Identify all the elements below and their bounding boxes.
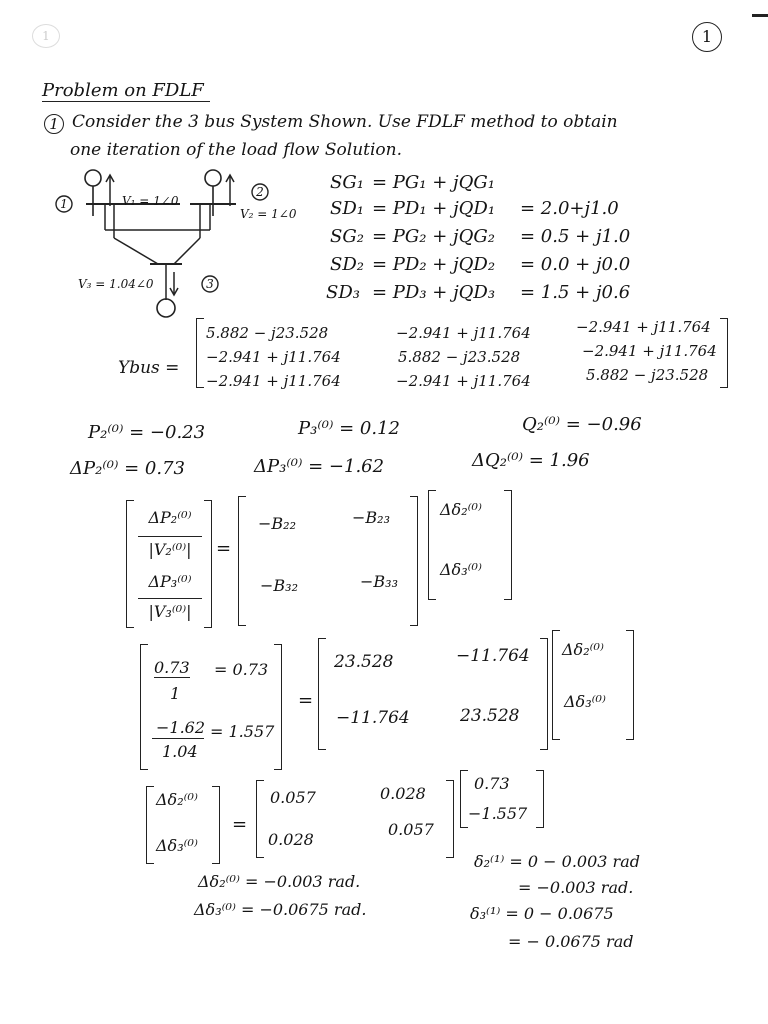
eq3-m22: 0.057: [388, 820, 434, 839]
ybus-r2c1: −2.941 + j11.764: [206, 348, 341, 366]
eq-sg2-lhs: SG₂: [330, 226, 364, 247]
eq3-v1: 0.73: [474, 774, 510, 793]
ybus-r3c3: 5.882 − j23.528: [586, 366, 709, 384]
eq3-v2: −1.557: [468, 804, 528, 823]
p2-initial: P₂⁽⁰⁾ = −0.23: [88, 422, 206, 443]
eq1-b32: −B₃₂: [260, 576, 298, 595]
ybus-label: Ybus =: [118, 358, 180, 378]
eq1-delta2: Δδ₂⁽⁰⁾: [440, 500, 482, 519]
dp2-initial: ΔP₂⁽⁰⁾ = 0.73: [70, 458, 185, 479]
eq2-delta3: Δδ₃⁽⁰⁾: [564, 692, 606, 711]
dq2-initial: ΔQ₂⁽⁰⁾ = 1.96: [472, 450, 590, 471]
eq3-m21: 0.028: [268, 830, 314, 849]
generator-1-symbol: [85, 170, 101, 186]
generator-3-symbol: [157, 299, 175, 317]
result-d3-line1: δ₃⁽¹⁾ = 0 − 0.0675: [470, 904, 614, 923]
edge-mark: [752, 14, 768, 17]
eq-sd2-mid: = PD₂ + jQD₂: [372, 254, 496, 275]
ybus-r2c3: −2.941 + j11.764: [582, 342, 717, 360]
q2-initial: Q₂⁽⁰⁾ = −0.96: [522, 414, 642, 435]
result-d2-line2: = −0.003 rad.: [518, 878, 634, 897]
eq-sg1-lhs: SG₁: [330, 172, 364, 193]
problem-line-2: one iteration of the load flow Solution.: [70, 140, 403, 160]
eq-sg2-mid: = PG₂ + jQG₂: [372, 226, 495, 247]
eq1-b33: −B₃₃: [360, 572, 398, 591]
ybus-r3c1: −2.941 + j11.764: [206, 372, 341, 390]
result-dd3: Δδ₃⁽⁰⁾ = −0.0675 rad.: [194, 900, 367, 919]
eq-sd2-lhs: SD₂: [330, 254, 364, 275]
problem-marker: 1: [44, 114, 64, 134]
eq-sd3-lhs: SD₃: [326, 282, 360, 303]
ybus-r3c2: −2.941 + j11.764: [396, 372, 531, 390]
v2-label: V₂ = 1∠0: [240, 207, 297, 221]
eq2-bot-den: 1.04: [162, 742, 198, 761]
eq-sd1-rhs: = 2.0+j1.0: [520, 198, 619, 219]
ybus-r1c3: −2.941 + j11.764: [576, 318, 711, 336]
eq-sd3-mid: = PD₃ + jQD₃: [372, 282, 496, 303]
result-d3-line2: = − 0.0675 rad: [508, 932, 634, 951]
generator-2-symbol: [205, 170, 221, 186]
ybus-r1c1: 5.882 − j23.528: [206, 324, 329, 342]
eq1-lhs-top-den: |V₂⁽⁰⁾|: [148, 540, 192, 559]
eq-sg1-mid: = PG₁ + jQG₁: [372, 172, 495, 193]
bus-2-marker: 2: [256, 185, 264, 199]
eq-sg2-rhs: = 0.5 + j1.0: [520, 226, 631, 247]
problem-line-1: Consider the 3 bus System Shown. Use FDLF method to obtain: [72, 112, 618, 132]
v1-label: V₁ = 1∠0: [122, 194, 179, 208]
eq-sd2-rhs: = 0.0 + j0.0: [520, 254, 631, 275]
eq2-m11: 23.528: [334, 652, 394, 672]
eq1-delta3: Δδ₃⁽⁰⁾: [440, 560, 482, 579]
three-bus-diagram: [50, 160, 297, 330]
eq-sd1-mid: = PD₁ + jQD₁: [372, 198, 496, 219]
eq-sd3-rhs: = 1.5 + j0.6: [520, 282, 631, 303]
result-d2-line1: δ₂⁽¹⁾ = 0 − 0.003 rad: [474, 852, 640, 871]
result-dd2: Δδ₂⁽⁰⁾ = −0.003 rad.: [198, 872, 361, 891]
eq3-m11: 0.057: [270, 788, 316, 807]
eq2-top-num: 0.73: [154, 658, 190, 677]
eq1-lhs-top-num: ΔP₂⁽⁰⁾: [148, 508, 192, 527]
page-number: 1: [692, 22, 722, 52]
eq-sd1-lhs: SD₁: [330, 198, 364, 219]
eq3-m12: 0.028: [380, 784, 426, 803]
ybus-r1c2: −2.941 + j11.764: [396, 324, 531, 342]
eq2-m22: 23.528: [460, 706, 520, 726]
eq2-delta2: Δδ₂⁽⁰⁾: [562, 640, 604, 659]
eq2-top-den: 1: [170, 684, 181, 703]
page-title: Problem on FDLF: [42, 80, 210, 102]
eq1-equals: =: [216, 538, 232, 559]
p3-initial: P₃⁽⁰⁾ = 0.12: [298, 418, 400, 439]
eq1-b22: −B₂₂: [258, 514, 296, 533]
bus-3-marker: 3: [206, 277, 214, 291]
eq2-equals: =: [298, 690, 314, 711]
dp3-initial: ΔP₃⁽⁰⁾ = −1.62: [254, 456, 385, 477]
eq1-lhs-bot-den: |V₃⁽⁰⁾|: [148, 602, 192, 621]
eq2-top-res: = 0.73: [214, 660, 269, 679]
faint-page-mark: 1: [32, 24, 60, 48]
eq1-lhs-bot-num: ΔP₃⁽⁰⁾: [148, 572, 192, 591]
eq3-delta2: Δδ₂⁽⁰⁾: [156, 790, 198, 809]
eq3-equals: =: [232, 814, 248, 835]
eq2-bot-res: = 1.557: [210, 722, 275, 741]
eq1-b23: −B₂₃: [352, 508, 390, 527]
bus-1-marker: 1: [60, 197, 68, 211]
eq2-bot-num: −1.62: [156, 718, 206, 737]
eq3-delta3: Δδ₃⁽⁰⁾: [156, 836, 198, 855]
eq2-m12: −11.764: [456, 646, 530, 666]
eq2-m21: −11.764: [336, 708, 410, 728]
v3-label: V₃ = 1.04∠0: [78, 277, 154, 291]
ybus-r2c2: 5.882 − j23.528: [398, 348, 521, 366]
